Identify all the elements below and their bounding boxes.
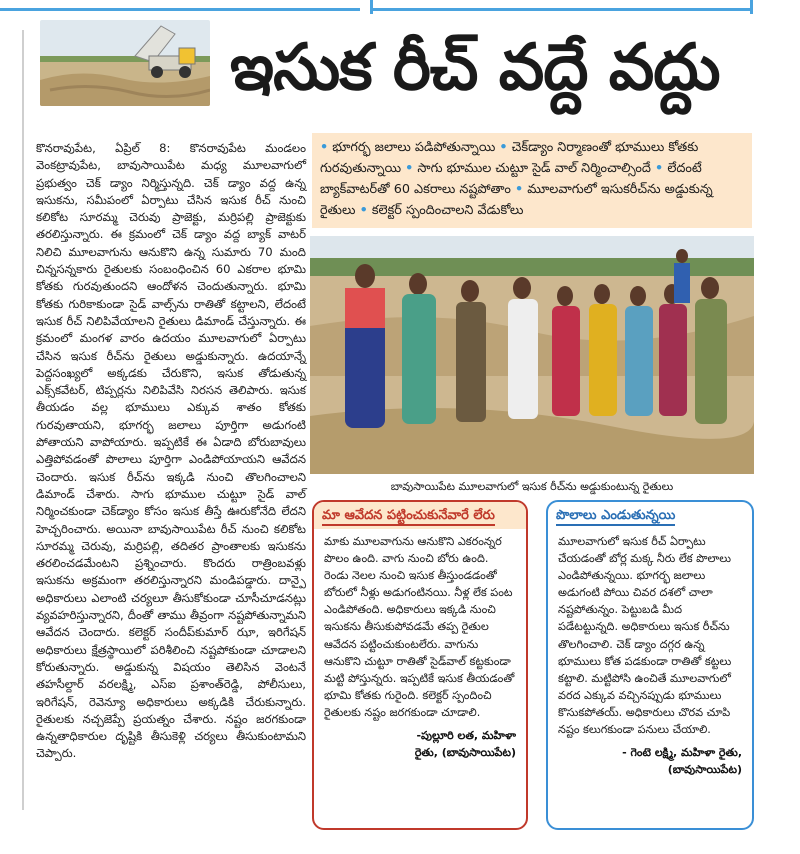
photo-caption: బావుసాయిపేట మూలవాగులో ఇసుక రీచ్‌ను అడ్డుకుంటున్న రైతులు (390, 480, 674, 493)
bullet-icon: • (499, 140, 508, 155)
quote-body-left: మాకు మూలవాగును ఆనుకొని ఎకరంన్నర పొలం ఉంది. వాగు నుంచి బోరు ఉంది. రెండు నెలల నుంచి ఇసుక తీస్తుండడంతో బోరులో నీళ్లు అడుగంటినయి. నీళ్ల లేక పంట ఎండిపోతంది. అధికారులు ఇక్కడి నుంచి ఇసుకను తీసుకుపోవడమే తప్ప రైతుల ఆవేదన పట్టించుకుంటలేరు. వాగును ఆనుకొని చుట్టూ రాతితో సైడ్‌వాల్ కట్టకుండా మట్టి పోస్తున్నరు. ఇప్పటికే ఇసుక తీయడంతో భూమి కోతకు గురైంది. కలెక్టర్ స్పందించి రైతులకు నష్టం జరగకుండా చూడాలి. (324, 535, 515, 719)
bullet-icon: • (359, 203, 368, 218)
column-divider (22, 30, 24, 810)
bullet-2: చెక్‌డ్యాం నిర్మాణంతో భూములు కోతకు గురవుతున్నాయి (320, 140, 699, 176)
farmer-quote-box-right (546, 500, 754, 830)
quote-signature-left-2: రైతు, (బావుసాయిపేట) (414, 746, 516, 760)
bullet-5: మూలవాగులో ఇసుకరీచ్‌ను అడ్డుకున్న రైతులు (320, 182, 713, 218)
farmers-photo (310, 236, 754, 474)
quote-title-right: పొలాలు ఎండుతున్నయి (556, 508, 675, 526)
article-body (36, 140, 306, 763)
bullet-4: లేదంటే బ్యాక్‌వాటర్‌తో 60 ఎకరాలు నష్టపోతాం (320, 161, 702, 197)
key-points-box (312, 133, 752, 228)
article-paragraph: కొనరావుపేట, ఏప్రిల్ 8: కొనరావుపేట మండలం వెంకట్రావుపేట, బావుసాయిపేట మధ్య మూలవాగులో ప్రభుత్వం చెక్ డ్యాం నిర్మిస్తున్నది. చెక్ డ్యాం వద్ద ఉన్న ఇసుకను, సమీపంలో ఏర్పాటు చేసిన ఇసుక రీచ్ నుంచి కలికోట సూరమ్మ చెరువు ప్రాజెక్టు, మర్రిపల్లి ప్రాజెక్టుకు తరలిస్తున్నారు. ఈ క్రమంలో చెక్ డ్యాం వద్ద బ్యాక్ వాటర్ నిలిచి మూలవాగును ఆనుకొని ఉన్న సుమారు 70 మంది చిన్నసన్నకారు రైతులకు సంబంధించిన 60 ఎకరాల భూమి కోతకు గురవుతుందని ఆందోళన చెందుతున్నారు. భూమి కోతకు గురికాకుండా సైడ్ వాల్స్‌ను రాతితో కట్టాలని, లేదంటే ఇసుక రీచ్ నిలిపివేయాలని రైతులు డిమాండ్ చేస్తున్నారు. ఈ క్రమంలో మంగళ వారం ఉదయం మూలవాగులో ఏర్పాటు చేసిన ఇసుక రీచ్‌ను రైతులు అడ్డుకున్నారు. ఉదయాన్నే పెద్దసంఖ్యలో అక్కడకు చేరుకొని, ఇసుక తోడుతున్న ఎక్స్‌కవేటర్, టిప్పర్లను నిలిపివేసి నిరసన తెలిపారు. ఇసుక తీయడం వల్ల భూములు ఎక్కువ శాతం కోతకు గురవుతాయని, భూగర్భ జలాలు పూర్తిగా అడుగంటి పోతాయని వాపోయారు. ఇప్పటికే ఈ ఏడాది బోరుబావులు ఎత్తిపోవడంతో పొలాలు పూర్తిగా ఎండిపోయాయని ఆవేదన చెందారు. ఇసుక రీచ్‌ను ఇక్కడి నుంచి తొలగించాలని డిమాండ్ చేశారు. సాగు భూముల చుట్టూ సైడ్ వాల్ నిర్మించకుండా చెక్‌డ్యాం కోసం ఇసుక తీస్తే ఊరుకోనేది లేదని హెచ్చరించారు. అయినా బావుసాయిపేట రీచ్ నుంచి కలికోట సూరమ్మ చెరువు, మర్రిపల్లి, తదితర ప్రాంతాలకు ఇసుకను తరలించడమేంటని ప్రశ్నించారు. కొందరు రాత్రింబవళ్లు ఇసుకను అక్రమంగా తరలిస్తున్నారని మండిపడ్డారు. దాన్పై అధికారులు ఎలాంటి చర్యలూ తీసుకోకుండా చూసీచూడనట్లు వ్యవహరిస్తున్నారని, దీంతో తాము తీవ్రంగా నష్టపోతున్నామని ఆవేదన చెందారు. కలెక్టర్ సందీప్‌కుమార్ ఝా, ఇరిగేషన్ అధికారులు క్షేత్రస్థాయిలో పరిశీలించి నష్టపోకుండా చూడాలని కోరుతున్నారు. అడ్డుకున్న విషయం తెలిసిన వెంటనే తహసీల్దార్ వరలక్ష్మి, ఎస్ఐ ప్రశాంత్‌రెడ్డి, పోలీసులు, ఇరిగేషన్, రెవెన్యూ అధికారులు అక్కడికి చేరుకున్నారు. రైతులకు నచ్చజెప్పే ప్రయత్నం చేశారు. నష్టం జరగకుండా ఉన్నతాధికారుల దృష్టికి తీసుకెళ్లి చర్యలు తీసుకుంటామని చెప్పారు. (36, 141, 306, 761)
quote-signature-right-1: - గెంటె లక్ష్మి, మహిళా రైతు, (622, 746, 742, 760)
bullet-icon: • (514, 182, 524, 197)
quote-body-right: మూలవాగులో ఇసుక రీచ్ ఏర్పాటు చేయడంతో బోర్ల మక్క నీరు లేక పొలాలు ఎండిపోతున్నయి. భూగర్భ జలాలు అడుగంటి పోయి చివర దశలో చాలా నష్టపోతున్నం. పెట్టుబడి మీద పడేటట్టున్నది. అధికారులు ఇసుక రీచ్‌ను తొలగించాలి. చెక్ డ్యాం దగ్గర ఉన్న భూములు కోత పడకుండా రాతితో కట్టలు కట్టాలి. మట్టిపోసి ఉంచితే మూలవాగులో వరద ఎక్కువ వచ్చినప్పుడు భూములు కొసుకపోతయ్. అధికారులు చొరవ చూపి నష్టం కలుగకుండా పనులు చేయాలి. (558, 535, 732, 737)
bullet-3: సాగు భూముల చుట్టూ సైడ్ వాల్ నిర్మించాల్సిందే (417, 161, 651, 176)
headline: ఇసుక రీచ్‌ వద్దే వద్దు (230, 31, 720, 105)
bullet-icon: • (405, 161, 414, 176)
quote-signature-left-1: -పుల్లూరి లత, మహిళా (416, 729, 516, 743)
quote-title-left: మా ఆవేదన పట్టించుకునేవారే లేరు (322, 508, 495, 526)
bullet-1: భూగర్భ జలాలు పడిపోతున్నాయి (332, 140, 496, 155)
bullet-icon: • (655, 161, 664, 176)
top-rule (0, 0, 800, 14)
bullet-6: కలెక్టర్ స్పందించాలని వేడుకోలు (371, 203, 524, 218)
farmer-quote-box-left (312, 500, 528, 830)
bullet-icon: • (320, 140, 329, 155)
tipper-photo (40, 20, 210, 106)
quote-signature-right-2: (బావుసాయిపేట) (667, 763, 742, 777)
